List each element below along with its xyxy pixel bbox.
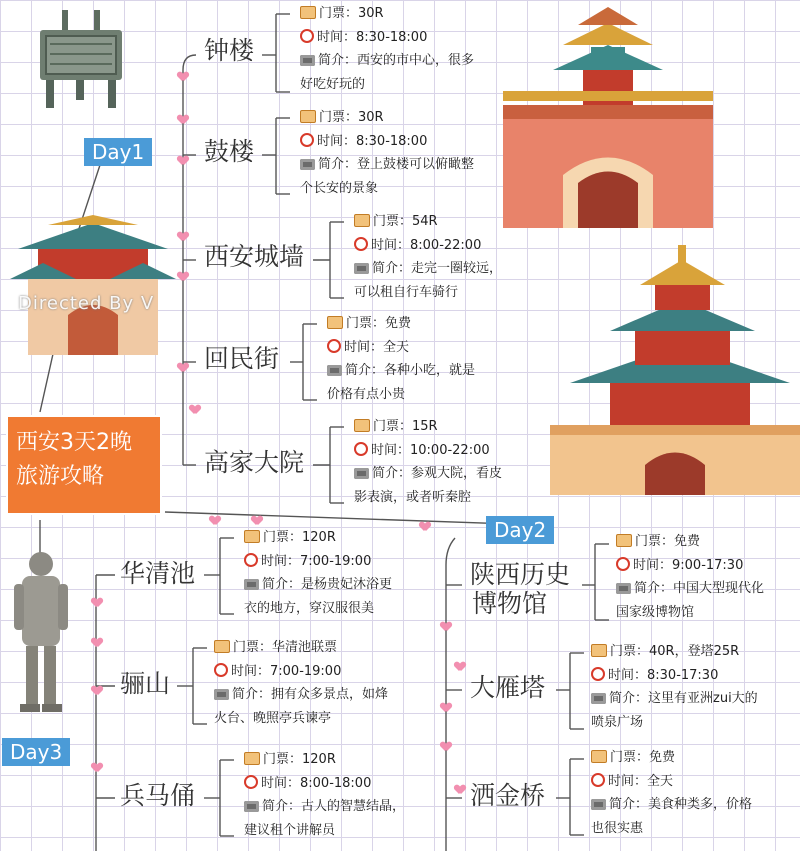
info-chengqiang	[354, 210, 502, 304]
ticket-icon	[354, 214, 370, 227]
info-gulou	[300, 106, 474, 200]
ticket-icon	[616, 534, 632, 547]
alarm-clock-icon	[591, 667, 605, 681]
place-bingmayong: 兵马俑	[120, 781, 196, 810]
city-gate-tower-image	[8, 215, 178, 355]
camera-icon	[354, 468, 369, 479]
info-sajinqiao	[591, 746, 752, 840]
place-shaanxi-museum-line1: 陕西历史	[470, 560, 571, 589]
intro-line: 简介：中国大型现代化	[616, 577, 764, 601]
camera-icon	[354, 263, 369, 274]
place-gulou: 鼓楼	[204, 137, 255, 166]
camera-icon	[300, 159, 315, 170]
ticket-line: 门票：免费	[327, 312, 475, 336]
alarm-clock-icon	[300, 29, 314, 43]
ticket-line: 门票：华清池联票	[214, 636, 388, 660]
place-shaanxi-museum-line2: 博物馆	[472, 589, 548, 618]
ticket-line: 门票：40R，登塔25R	[591, 640, 758, 664]
intro-line-2: 可以租自行车骑行	[354, 284, 459, 300]
time-line: 时间：8:00-18:00	[244, 772, 405, 796]
day3-badge: Day3	[2, 738, 70, 766]
camera-icon	[616, 583, 631, 594]
info-lishan	[214, 636, 388, 730]
camera-icon	[214, 689, 229, 700]
ticket-icon	[244, 752, 260, 765]
info-zhonglou	[300, 2, 474, 96]
alarm-clock-icon	[354, 442, 368, 456]
place-gaojia: 高家大院	[204, 448, 305, 477]
intro-line-2: 影表演，或者听秦腔	[354, 489, 472, 505]
intro-line: 简介：是杨贵妃沐浴更	[244, 573, 392, 597]
camera-icon	[244, 579, 259, 590]
day2-badge: Day2	[486, 516, 554, 544]
ticket-icon	[300, 6, 316, 19]
place-dayanta: 大雁塔	[470, 673, 546, 702]
intro-line: 简介：美食种类多，价格	[591, 793, 752, 817]
time-line: 时间：8:30-18:00	[300, 130, 474, 154]
bronze-ding-image	[32, 10, 130, 110]
intro-line: 简介：参观大院，看皮	[354, 462, 502, 486]
ticket-line: 门票：120R	[244, 748, 405, 772]
intro-line-2: 国家级博物馆	[616, 604, 695, 620]
watermark-text: Directed By V	[18, 293, 155, 314]
intro-line: 简介：拥有众多景点，如烽	[214, 683, 388, 707]
intro-line-2: 建议租个讲解员	[244, 822, 336, 838]
ticket-line: 门票：54R	[354, 210, 502, 234]
terracotta-warrior-image	[8, 548, 74, 713]
place-shaanxi-museum	[470, 560, 570, 618]
alarm-clock-icon	[300, 133, 314, 147]
info-huaqingchi	[244, 526, 392, 620]
place-zhonglou: 钟楼	[204, 36, 255, 65]
day1-badge: Day1	[84, 138, 152, 166]
intro-line-2: 个长安的景象	[300, 180, 379, 196]
alarm-clock-icon	[616, 557, 630, 571]
bell-tower-image	[503, 5, 713, 228]
place-huiminjie: 回民街	[204, 344, 280, 373]
time-line: 时间：10:00-22:00	[354, 439, 502, 463]
ticket-line: 门票：免费	[591, 746, 752, 770]
intro-line: 简介：走完一圈较远，	[354, 257, 502, 281]
ticket-icon	[327, 316, 343, 329]
intro-line: 简介：这里有亚洲zui大的	[591, 687, 758, 711]
alarm-clock-icon	[354, 237, 368, 251]
ticket-icon	[591, 750, 607, 763]
intro-line-2: 喷泉广场	[591, 714, 644, 730]
place-chengqiang: 西安城墙	[204, 242, 305, 271]
camera-icon	[244, 801, 259, 812]
drum-tower-image	[550, 245, 800, 495]
ticket-icon	[354, 419, 370, 432]
time-line: 时间：7:00-19:00	[244, 550, 392, 574]
ticket-line: 门票：15R	[354, 415, 502, 439]
intro-line: 简介：古人的智慧结晶，	[244, 795, 405, 819]
guide-title	[6, 415, 162, 515]
ticket-icon	[300, 110, 316, 123]
info-bingmayong	[244, 748, 405, 842]
intro-line-2: 价格有点小贵	[327, 386, 406, 402]
time-line: 时间：全天	[591, 770, 752, 794]
intro-line-2: 衣的地方，穿汉服很美	[244, 600, 375, 616]
intro-line: 简介：各种小吃，就是	[327, 359, 475, 383]
time-line: 时间：7:00-19:00	[214, 660, 388, 684]
time-line: 时间：8:00-22:00	[354, 234, 502, 258]
intro-line-2: 也很实惠	[591, 820, 644, 836]
camera-icon	[300, 55, 315, 66]
ticket-line: 门票：30R	[300, 106, 474, 130]
alarm-clock-icon	[244, 775, 258, 789]
info-dayanta	[591, 640, 758, 734]
alarm-clock-icon	[591, 773, 605, 787]
info-shaanxi-museum	[616, 530, 764, 624]
alarm-clock-icon	[214, 663, 228, 677]
camera-icon	[591, 693, 606, 704]
ticket-line: 门票：120R	[244, 526, 392, 550]
info-gaojia	[354, 415, 502, 509]
place-lishan: 骊山	[120, 669, 171, 698]
time-line: 时间：8:30-17:30	[591, 664, 758, 688]
alarm-clock-icon	[327, 339, 341, 353]
camera-icon	[327, 365, 342, 376]
guide-title-line2: 旅游攻略	[16, 464, 105, 489]
ticket-icon	[214, 640, 230, 653]
ticket-icon	[591, 644, 607, 657]
place-huaqingchi: 华清池	[120, 559, 196, 588]
guide-title-line1: 西安3天2晚	[16, 430, 132, 455]
info-huiminjie	[327, 312, 475, 406]
place-sajinqiao: 洒金桥	[470, 781, 546, 810]
time-line: 时间：8:30-18:00	[300, 26, 474, 50]
intro-line-2: 好吃好玩的	[300, 76, 366, 92]
camera-icon	[591, 799, 606, 810]
ticket-icon	[244, 530, 260, 543]
ticket-line: 门票：30R	[300, 2, 474, 26]
intro-line: 简介：西安的市中心，很多	[300, 49, 474, 73]
intro-line: 简介：登上鼓楼可以俯瞰整	[300, 153, 474, 177]
time-line: 时间：9:00-17:30	[616, 554, 764, 578]
ticket-line: 门票：免费	[616, 530, 764, 554]
time-line: 时间：全天	[327, 336, 475, 360]
intro-line-2: 火台、晚照亭兵谏亭	[214, 710, 332, 726]
alarm-clock-icon	[244, 553, 258, 567]
